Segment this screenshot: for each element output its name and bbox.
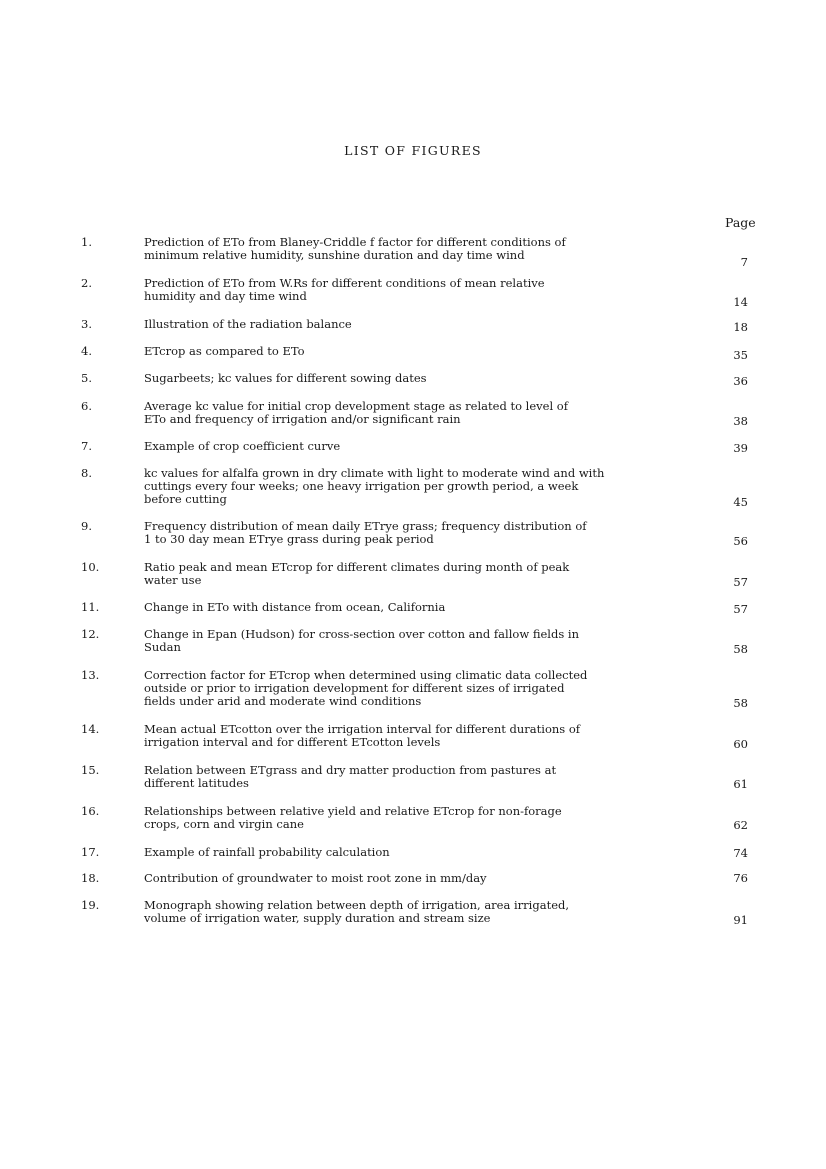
figure-number: 6.: [81, 399, 92, 413]
figure-page-number: 58: [733, 642, 748, 656]
figure-page-number: 74: [733, 846, 748, 860]
figure-caption: [144, 723, 689, 749]
figure-caption-line: Monograph showing relation between depth of irrigation, area irrigated,: [144, 898, 570, 912]
figure-caption-line: Example of crop coefficient curve: [144, 439, 341, 453]
figure-page-number: 18: [733, 320, 748, 334]
figure-caption-line: Change in Epan (Hudson) for cross-section over cotton and fallow fields in: [144, 627, 579, 641]
figure-caption: [144, 440, 689, 453]
figure-number: 12.: [81, 627, 100, 641]
figure-caption: [144, 628, 689, 654]
page-column-header: Page: [725, 215, 756, 230]
figure-caption: [144, 872, 689, 885]
figure-page-number: 57: [733, 575, 748, 589]
figure-caption-line: fields under arid and moderate wind conditions: [144, 694, 422, 709]
figure-page-number: 39: [733, 441, 748, 455]
figure-caption: [144, 372, 689, 385]
figure-page-number: 61: [733, 777, 748, 791]
figure-caption: [144, 899, 689, 925]
figure-caption-line: Example of rainfall probability calculation: [144, 845, 390, 859]
figure-caption: [144, 277, 689, 303]
figure-page-number: 91: [733, 913, 748, 927]
figure-number: 11.: [81, 600, 100, 614]
figure-page-number: 7: [740, 255, 748, 269]
figure-page-number: 36: [733, 374, 748, 388]
figure-caption: [144, 669, 689, 709]
figure-page-number: 58: [733, 696, 748, 710]
figure-caption-line: different latitudes: [144, 776, 249, 791]
figure-number: 15.: [81, 763, 100, 777]
figure-caption-line: ETcrop as compared to ETo: [144, 344, 305, 358]
figure-caption-line: Correction factor for ETcrop when determined using climatic data collected: [144, 668, 588, 682]
figure-number: 10.: [81, 560, 100, 574]
figure-caption-line: minimum relative humidity, sunshine duration and day time wind: [144, 248, 525, 263]
figure-caption-line: Average kc value for initial crop development stage as related to level of: [144, 399, 568, 413]
figure-caption-line: kc values for alfalfa grown in dry climate with light to moderate wind and with: [144, 466, 605, 480]
figure-caption-line: 1 to 30 day mean ETrye grass during peak period: [144, 532, 434, 547]
figure-caption-line: Prediction of ETo from Blaney-Criddle f factor for different conditions of: [144, 235, 566, 249]
figure-caption-line: Sugarbeets; kc values for different sowing dates: [144, 371, 427, 385]
figure-caption-line: water use: [144, 573, 202, 588]
figure-page-number: 76: [733, 871, 748, 885]
figure-number: 8.: [81, 466, 92, 480]
figure-caption: [144, 318, 689, 331]
figure-caption-line: Sudan: [144, 640, 181, 655]
figure-page-number: 35: [733, 348, 748, 362]
figure-caption-line: Contribution of groundwater to moist root zone in mm/day: [144, 871, 487, 885]
figure-caption-line: volume of irrigation water, supply duration and stream size: [144, 911, 491, 926]
figure-caption: [144, 236, 689, 262]
figure-number: 4.: [81, 344, 92, 358]
figure-number: 7.: [81, 439, 92, 453]
figure-caption-line: humidity and day time wind: [144, 289, 307, 304]
figure-caption: [144, 601, 689, 614]
figure-number: 17.: [81, 845, 100, 859]
figure-caption: [144, 561, 689, 587]
figure-caption: [144, 467, 689, 507]
figure-number: 5.: [81, 371, 92, 385]
figure-caption-line: Change in ETo with distance from ocean, California: [144, 600, 446, 614]
figure-caption-line: outside or prior to irrigation development for different sizes of irrigated: [144, 681, 565, 696]
figure-number: 16.: [81, 804, 100, 818]
figure-caption-line: Mean actual ETcotton over the irrigation interval for different durations of: [144, 722, 581, 736]
figure-page-number: 45: [733, 495, 748, 509]
figure-page-number: 57: [733, 602, 748, 616]
figure-number: 9.: [81, 519, 92, 533]
figure-number: 1.: [81, 235, 92, 249]
figure-caption-line: Relation between ETgrass and dry matter production from pastures at: [144, 763, 557, 777]
figure-caption-line: cuttings every four weeks; one heavy irrigation per growth period, a week: [144, 479, 579, 494]
figure-caption: [144, 764, 689, 790]
figure-caption: [144, 805, 689, 831]
figure-page-number: 14: [733, 295, 748, 309]
figure-caption: [144, 345, 689, 358]
figure-page-number: 62: [733, 818, 748, 832]
figure-number: 2.: [81, 276, 92, 290]
figure-page-number: 60: [733, 737, 748, 751]
figure-number: 19.: [81, 898, 100, 912]
figure-caption-line: before cutting: [144, 492, 227, 507]
figure-caption-line: Ratio peak and mean ETcrop for different climates during month of peak: [144, 560, 570, 574]
figure-number: 14.: [81, 722, 100, 736]
figure-caption-line: crops, corn and virgin cane: [144, 817, 304, 832]
figure-caption-line: Prediction of ETo from W.Rs for different conditions of mean relative: [144, 276, 545, 290]
figure-caption-line: Frequency distribution of mean daily ETrye grass; frequency distribution of: [144, 519, 587, 533]
figure-caption: [144, 520, 689, 546]
figure-caption-line: ETo and frequency of irrigation and/or significant rain: [144, 412, 461, 427]
figure-number: 3.: [81, 317, 92, 331]
figure-page-number: 56: [733, 534, 748, 548]
figure-page-number: 38: [733, 414, 748, 428]
figure-number: 13.: [81, 668, 100, 682]
figure-number: 18.: [81, 871, 100, 885]
figure-caption-line: Illustration of the radiation balance: [144, 317, 352, 331]
figure-caption-line: Relationships between relative yield and relative ETcrop for non-forage: [144, 804, 562, 818]
figure-caption: [144, 400, 689, 426]
figure-caption: [144, 846, 689, 859]
page-title: LIST OF FIGURES: [344, 143, 482, 158]
figure-caption-line: irrigation interval and for different ETcotton levels: [144, 735, 441, 750]
